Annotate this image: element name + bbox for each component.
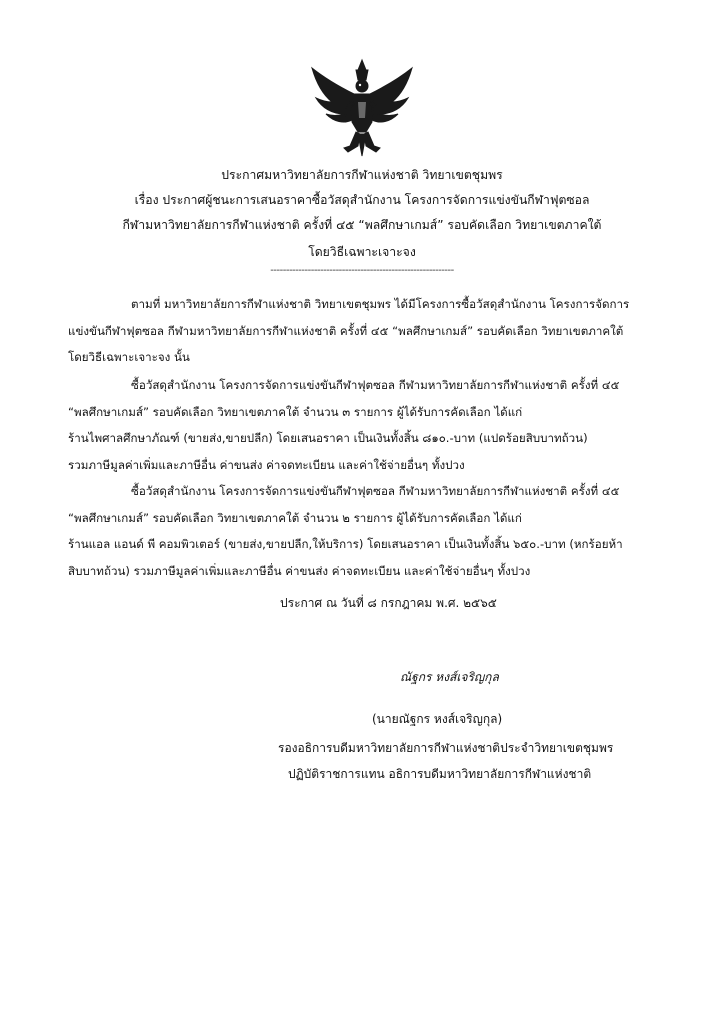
paragraph-line: สิบบาทถ้วน) รวมภาษีมูลค่าเพิ่มและภาษีอื่น ค่าขนส่ง ค่าจดทะเบียน และค่าใช้จ่ายอื่นๆ ทั้งปวง	[68, 563, 531, 578]
garuda-emblem-icon	[308, 58, 416, 158]
paragraph-line: ร้านไพศาลศึกษาภัณฑ์ (ขายส่ง,ขายปลีก) โดยเสนอราคา เป็นเงินทั้งสิ้น ๘๑๐.-บาท (แปดร้อยสิบบาทถ้วน)	[68, 431, 588, 446]
header-subject-line: เรื่อง ประกาศผู้ชนะการเสนอราคาซื้อวัสดุสำนักงาน โครงการจัดการแข่งขันกีฬาฟุตซอล	[134, 193, 590, 207]
signer-position: รองอธิการบดีมหาวิทยาลัยการกีฬาแห่งชาติประจำวิทยาเขตชุมพร	[278, 741, 614, 755]
paragraph-line: “พลศึกษาเกมส์” รอบคัดเลือก วิทยาเขตภาคใต้ จำนวน ๓ รายการ ผู้ได้รับการคัดเลือก ได้แก่	[68, 404, 523, 419]
paragraph-award-1	[68, 372, 668, 478]
paragraph-line: ซื้อวัสดุสำนักงาน โครงการจัดการแข่งขันกีฬาฟุตซอล กีฬามหาวิทยาลัยการกีฬาแห่งชาติ ครั้งที่ ๔๕	[131, 378, 620, 392]
paragraph-line: ร้านแอล แอนด์ พี คอมพิวเตอร์ (ขายส่ง,ขายปลีก,ให้บริการ) โดยเสนอราคา เป็นเงินทั้งสิ้น ๖๕๐.-บาท (หกร้อยห้า	[68, 537, 623, 552]
paragraph-line: ซื้อวัสดุสำนักงาน โครงการจัดการแข่งขันกีฬาฟุตซอล กีฬามหาวิทยาลัยการกีฬาแห่งชาติ ครั้งที่ ๔๕	[131, 484, 620, 498]
header-method-line: โดยวิธีเฉพาะเจาะจง	[308, 245, 416, 259]
header-title-line: ประกาศมหาวิทยาลัยการกีฬาแห่งชาติ วิทยาเขตชุมพร	[221, 168, 503, 182]
paragraph-line: “พลศึกษาเกมส์” รอบคัดเลือก วิทยาเขตภาคใต้ จำนวน ๒ รายการ ผู้ได้รับการคัดเลือก ได้แก่	[68, 510, 522, 525]
signature: ณัฐกร หงส์เจริญกุล	[400, 670, 499, 684]
announcement-date: ประกาศ ณ วันที่ ๘ กรกฎาคม พ.ศ. ๒๕๖๕	[280, 596, 497, 610]
paragraph-line: รวมภาษีมูลค่าเพิ่มและภาษีอื่น ค่าขนส่ง ค่าจดทะเบียน และค่าใช้จ่ายอื่นๆ ทั้งปวง	[68, 457, 465, 472]
paragraph-intro	[68, 291, 668, 371]
header-divider: -----------------------------------------------------------	[270, 265, 454, 276]
paragraph-award-2	[68, 478, 668, 584]
paragraph-line: โดยวิธีเฉพาะเจาะจง นั้น	[68, 350, 190, 365]
header-subject-line-2: กีฬามหาวิทยาลัยการกีฬาแห่งชาติ ครั้งที่ ๔๕ “พลศึกษาเกมส์” รอบคัดเลือก วิทยาเขตภาคใต้	[122, 218, 602, 232]
paragraph-line: แข่งขันกีฬาฟุตซอล กีฬามหาวิทยาลัยการกีฬาแห่งชาติ ครั้งที่ ๔๕ “พลศึกษาเกมส์” รอบคัดเลือก วิทยาเขตภาคใต้	[68, 323, 624, 338]
signer-full-name: (นายณัฐกร หงส์เจริญกุล)	[372, 712, 503, 726]
signer-acting-position: ปฏิบัติราชการแทน อธิการบดีมหาวิทยาลัยการกีฬาแห่งชาติ	[288, 767, 592, 781]
paragraph-line: ตามที่ มหาวิทยาลัยการกีฬาแห่งชาติ วิทยาเขตชุมพร ได้มีโครงการซื้อวัสดุสำนักงาน โครงการจัดการ	[131, 297, 630, 311]
